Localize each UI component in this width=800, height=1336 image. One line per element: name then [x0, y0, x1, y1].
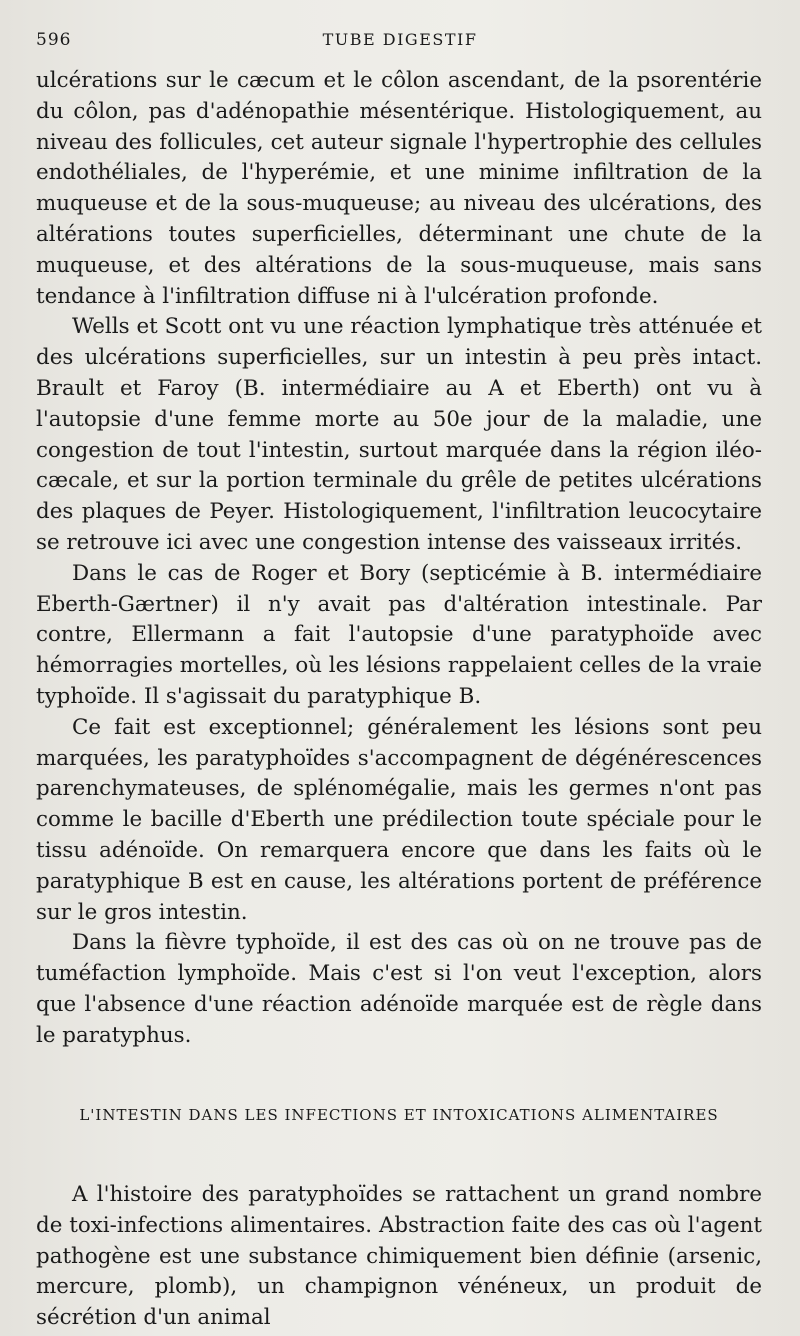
paragraph-4: Ce fait est exceptionnel; généralement les lésions sont peu marquées, les paratyphoïdes s'accompagnent de dégénérescences parenchymateuses, de splénomégalie, mais les germes n'ont pas comme le bacille d'Eberth une prédilection toute spéciale pour le tissu adénoïde. On remarquera encore que dans les faits où le paratyphique B est en cause, les altérations portent de préférence sur le gros intestin.	[36, 714, 762, 925]
section-heading: L'INTESTIN DANS LES INFECTIONS ET INTOXICATIONS ALIMENTAIRES	[79, 1106, 719, 1124]
section-paragraph-1: A l'histoire des paratyphoïdes se rattachent un grand nombre de toxi-infections alimentaires. Abstraction faite des cas où l'agent pathogène est une substance chimiquement bien définie (arsenic, mercure, plomb), un champignon vénéneux, un produit de sécrétion d'un animal	[36, 1182, 762, 1331]
paragraph-5: Dans la fièvre typhoïde, il est des cas où on ne trouve pas de tuméfaction lymphoïde. Mais c'est si l'on veut l'exception, alors que l'absence d'une réaction adénoïde marquée est de règle dans le paratyphus.	[36, 930, 762, 1048]
running-title: TUBE DIGESTIF	[322, 30, 478, 49]
paragraph-3: Dans le cas de Roger et Bory (septicémie à B. intermédiaire Eberth-Gærtner) il n'y avait pas d'altération intestinale. Par contre, Ellermann a fait l'autopsie d'une paratyphoïde avec hémorragies mortelles, où les lésions rappelaient celles de la vraie typhoïde. Il s'agissait du paratyphique B.	[36, 560, 762, 709]
section-body-text	[36, 1180, 762, 1334]
body-text	[36, 66, 762, 1052]
paragraph-1: ulcérations sur le cæcum et le côlon ascendant, de la psorentérie du côlon, pas d'adénopathie mésentérique. Histologiquement, au niveau des follicules, cet auteur signale l'hypertrophie des cellules endothéliales, de l'hyperémie, et une minime infiltration de la muqueuse et de la sous-muqueuse; au niveau des ulcérations, des altérations toutes superficielles, déterminant une chute de la muqueuse, et des altérations de la sous-muqueuse, mais sans tendance à l'infiltration diffuse ni à l'ulcération profonde.	[36, 68, 762, 309]
page-header	[36, 30, 764, 56]
page-number: 596	[36, 30, 72, 50]
paragraph-2: Wells et Scott ont vu une réaction lymphatique très atténuée et des ulcérations superficielles, sur un intestin à peu près intact. Brault et Faroy (B. intermédiaire au A et Eberth) ont vu à l'autopsie d'une femme morte au 50e jour de la maladie, une congestion de tout l'intestin, surtout marquée dans la région iléo-cæcale, et sur la portion terminale du grêle de petites ulcérations des plaques de Peyer. Histologiquement, l'infiltration leucocytaire se retrouve ici avec une congestion intense des vaisseaux irrités.	[36, 314, 762, 555]
